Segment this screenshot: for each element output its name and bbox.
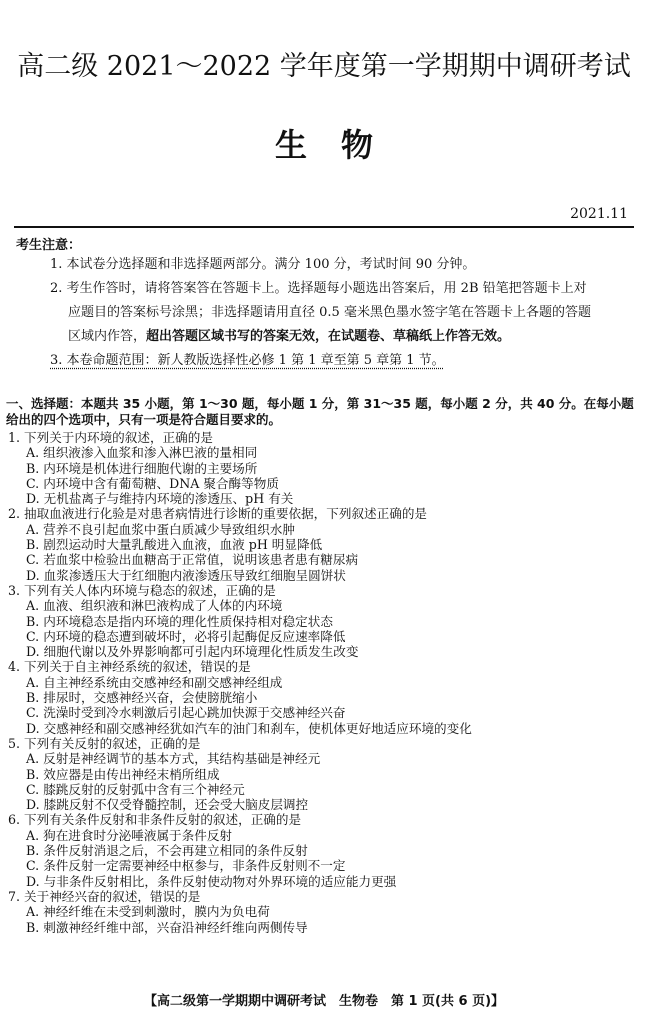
question-option: B. 效应器是由传出神经末梢所组成 bbox=[26, 766, 220, 782]
question-option: C. 若血浆中检验出血糖高于正常值，说明该患者患有糖尿病 bbox=[26, 552, 359, 568]
notice-item bbox=[16, 349, 636, 373]
question-option: A. 组织液渗入血浆和渗入淋巴液的量相同 bbox=[26, 445, 258, 461]
notice-scope: 3. 本卷命题范围：新人教版选择性必修 1 第 1 章至第 5 章第 1 节。 bbox=[50, 353, 445, 368]
question-option: A. 自主神经系统由交感神经和副交感神经组成 bbox=[26, 674, 283, 690]
question-option: C. 洗澡时受到冷水刺激后引起心跳加快源于交感神经兴奋 bbox=[26, 705, 346, 721]
question-stem: 6. 下列有关条件反射和非条件反射的叙述，正确的是 bbox=[8, 812, 302, 828]
question-stem: 5. 下列有关反射的叙述，正确的是 bbox=[8, 735, 201, 751]
question-option: A. 狗在进食时分泌唾液属于条件反射 bbox=[26, 827, 233, 843]
question-option: D. 与非条件反射相比，条件反射使动物对外界环境的适应能力更强 bbox=[26, 873, 397, 889]
notice-item: 1. 本试卷分选择题和非选择题两部分。满分 100 分，考试时间 90 分钟。 bbox=[50, 257, 476, 272]
notice-text: 区域内作答， bbox=[68, 329, 147, 344]
question-option: A. 神经纤维在未受到刺激时，膜内为负电荷 bbox=[26, 904, 270, 920]
subject-title: 生物 bbox=[274, 126, 407, 164]
notice-block bbox=[16, 234, 636, 373]
question-option: D. 交感神经和副交感神经犹如汽车的油门和刹车，使机体更好地适应环境的变化 bbox=[26, 720, 472, 736]
question-option: A. 反射是神经调节的基本方式，其结构基础是神经元 bbox=[26, 751, 321, 767]
page-footer: 【高二级第一学期期中调研考试 生物卷 第 1 页(共 6 页)】 bbox=[143, 994, 505, 1009]
question-option: A. 营养不良引起血浆中蛋白质减少导致组织水肿 bbox=[26, 521, 295, 537]
notice-item-cont bbox=[16, 325, 636, 349]
exam-date: 2021.11 bbox=[570, 206, 628, 222]
notice-emphasis: 超出答题区域书写的答案无效，在试题卷、草稿纸上作答无效。 bbox=[146, 329, 511, 344]
question-option: C. 膝跳反射的反射弧中含有三个神经元 bbox=[26, 781, 245, 797]
exam-title: 高二级 2021～2022 学年度第一学期期中调研考试 bbox=[17, 51, 631, 82]
question-option: B. 内环境是机体进行细胞代谢的主要场所 bbox=[26, 460, 258, 476]
question-option: C. 内环境中含有葡萄糖、DNA 聚合酶等物质 bbox=[26, 475, 279, 491]
question-option: B. 排尿时，交感神经兴奋，会使膀胱缩小 bbox=[26, 690, 258, 706]
question-option: D. 血浆渗透压大于红细胞内液渗透压导致红细胞呈圆饼状 bbox=[26, 567, 346, 583]
question-option: D. 膝跳反射不仅受脊髓控制，还会受大脑皮层调控 bbox=[26, 797, 309, 813]
question-stem: 1. 下列关于内环境的叙述，正确的是 bbox=[8, 430, 213, 445]
question-option: B. 剧烈运动时大量乳酸进入血液，血液 pH 明显降低 bbox=[26, 537, 323, 553]
question-stem: 2. 抽取血液进行化验是对患者病情进行诊断的重要依据，下列叙述正确的是 bbox=[8, 506, 428, 522]
question-option: A. 血液、组织液和淋巴液构成了人体的内环境 bbox=[26, 598, 283, 614]
question-stem: 7. 关于神经兴奋的叙述，错误的是 bbox=[8, 888, 201, 904]
question-stem: 4. 下列关于自主神经系统的叙述，错误的是 bbox=[8, 659, 251, 675]
question-option: B. 刺激神经纤维中部，兴奋沿神经纤维向两侧传导 bbox=[26, 919, 308, 935]
question-option: B. 条件反射消退之后，不会再建立相同的条件反射 bbox=[26, 843, 308, 859]
notice-item-cont: 应题目的答案标号涂黑；非选择题请用直径 0.5 毫米黑色墨水签字笔在答题卡上各题的答题 bbox=[68, 305, 591, 320]
section-heading: 一、选择题：本题共 35 小题，第 1～30 题，每小题 1 分，第 31～35 题，每小题 2 分，共 40 分。在每小题给出的四个选项中，只有一项是符合题目要求的。 bbox=[6, 396, 634, 427]
question-option: C. 条件反射一定需要神经中枢参与，非条件反射则不一定 bbox=[26, 858, 346, 874]
question-stem: 3. 下列有关人体内环境与稳态的叙述，正确的是 bbox=[8, 582, 276, 598]
question-option: C. 内环境的稳态遭到破坏时，必将引起酶促反应速率降低 bbox=[26, 628, 346, 644]
question-list bbox=[8, 430, 638, 935]
notice-heading: 考生注意： bbox=[16, 238, 82, 253]
question-option: D. 无机盐离子与维持内环境的渗透压、pH 有关 bbox=[26, 491, 294, 507]
question-option: B. 内环境稳态是指内环境的理化性质保持相对稳定状态 bbox=[26, 613, 333, 629]
notice-item: 2. 考生作答时，请将答案答在答题卡上。选择题每小题选出答案后，用 2B 铅笔把答题卡上对 bbox=[50, 281, 587, 296]
header-divider bbox=[14, 226, 634, 228]
question-option: D. 细胞代谢以及外界影响都可引起内环境理化性质发生改变 bbox=[26, 644, 359, 660]
